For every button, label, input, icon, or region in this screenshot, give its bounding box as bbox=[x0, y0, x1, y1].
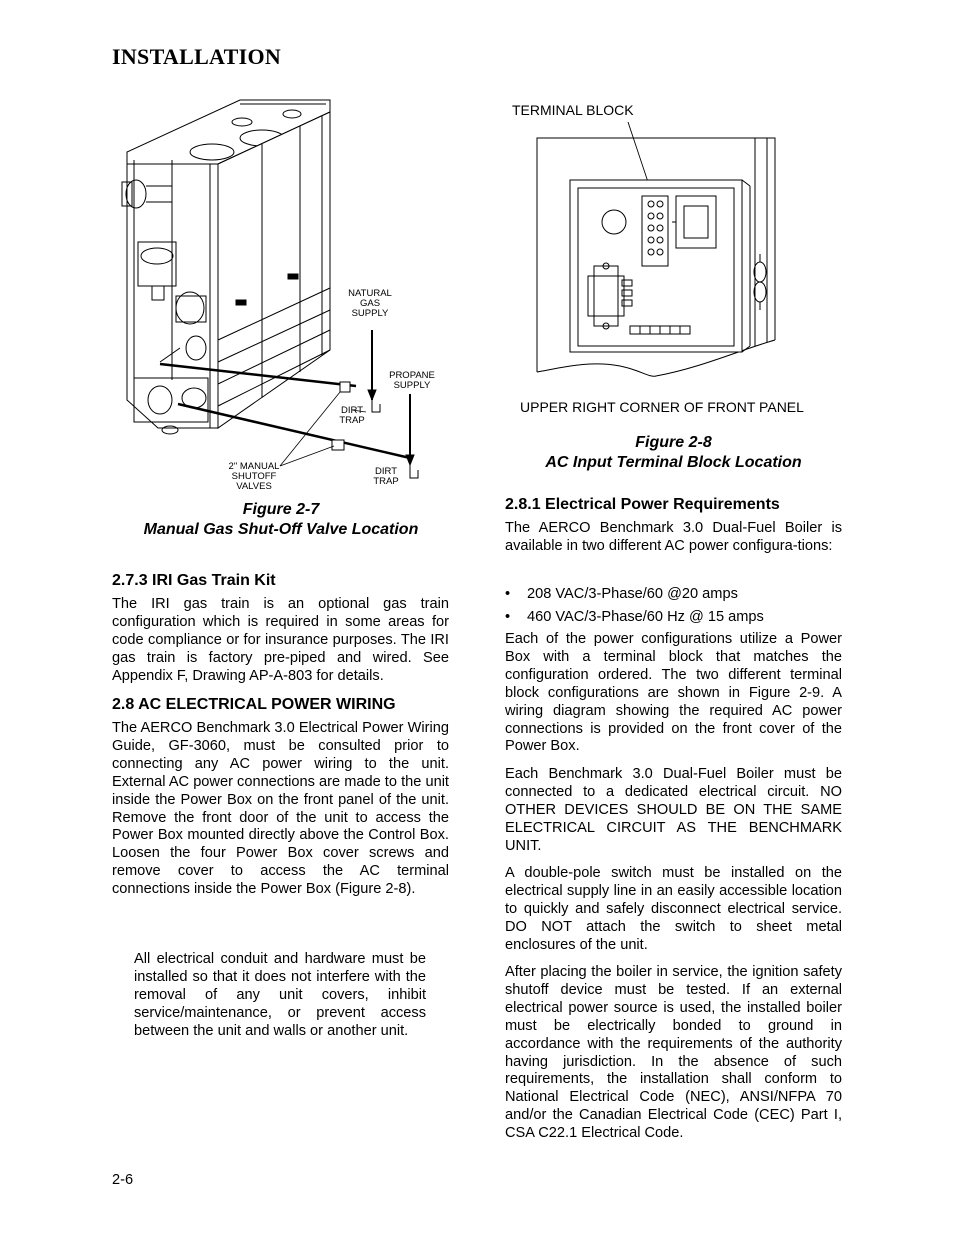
list-item: • 460 VAC/3-Phase/60 Hz @ 15 amps bbox=[505, 608, 842, 626]
dirt-trap-label-2: DIRT TRAP bbox=[373, 466, 399, 487]
propane-supply-label: PROPANE SUPPLY bbox=[389, 370, 435, 391]
section-2-8-heading: 2.8 AC ELECTRICAL POWER WIRING bbox=[112, 696, 396, 713]
section-2-8-text: The AERCO Benchmark 3.0 Electrical Power Wiring Guide, GF-3060, must be consulted prior to connecting any AC power wiring to the unit. External AC power connections are made to the unit inside the Power Box on the front panel of the unit. Remove the front door of the unit to access the Power Box mounted directly above the Control Box. Loosen the four Power Box cover screws and remove cover to access the AC terminal connections inside the Power Box (Figure 2-8). bbox=[112, 720, 449, 898]
figure-title: Manual Gas Shut-Off Valve Location bbox=[143, 521, 419, 538]
figure-number: Figure 2-7 bbox=[242, 501, 320, 518]
power-config-list bbox=[505, 585, 842, 631]
upper-right-corner-label: UPPER RIGHT CORNER OF FRONT PANEL bbox=[520, 399, 804, 415]
manual-shutoff-valves-label: 2" MANUAL SHUTOFF VALVES bbox=[228, 461, 280, 492]
figure-title: AC Input Terminal Block Location bbox=[545, 454, 802, 471]
section-2-8-1-paragraph-1: Each of the power configurations utilize a Power Box with a terminal block that matches the configuration ordered. The two different terminal block configurations are shown in Figure 2-9. A wiring diagram showing the required AC power connections is provided on the front cover of the Power Box. bbox=[505, 631, 842, 755]
terminal-block-label: TERMINAL BLOCK bbox=[512, 102, 634, 118]
dirt-trap-label-1: DIRT TRAP bbox=[339, 405, 365, 426]
section-2-8-1-paragraph-2: Each Benchmark 3.0 Dual-Fuel Boiler must be connected to a dedicated electrical circuit. NO OTHER DEVICES SHOULD BE ON THE SAME ELECTRICAL CIRCUIT AS THE BENCHMARK UNIT. bbox=[505, 766, 842, 854]
section-header: INSTALLATION bbox=[112, 44, 282, 69]
page-number: 2-6 bbox=[112, 1172, 134, 1188]
electrical-note: All electrical conduit and hardware must be installed so that it does not interfere with the removal of any unit covers, inhibit service/maintenance, or prevent access between the unit and walls or another unit. bbox=[134, 951, 426, 1039]
section-2-8-1-paragraph-3: A double-pole switch must be installed on the electrical supply line in an easily accessible location to quickly and safely disconnect electrical service. DO NOT attach the switch to sheet metal enclosures of the unit. bbox=[505, 865, 842, 953]
figure-2-7-caption bbox=[112, 500, 450, 540]
terminal-block-diagram bbox=[0, 0, 954, 400]
section-2-7-3-heading: 2.7.3 IRI Gas Train Kit bbox=[112, 572, 276, 589]
figure-number: Figure 2-8 bbox=[635, 434, 712, 451]
section-2-8-1-paragraph-4: After placing the boiler in service, the ignition safety shutoff device must be tested. If an external electrical power source is used, the installed boiler must be electrically bonded to ground in accordance with the requirements of the authority having jurisdiction. In the absence of such requirements, the installation shall conform to National Electrical Code (NEC), ANSI/NFPA 70 and/or the Canadian Electrical Code (CEC) Part I, CSA C22.1 Electrical Code. bbox=[505, 964, 842, 1142]
section-2-8-1-intro: The AERCO Benchmark 3.0 Dual-Fuel Boiler is available in two different AC power configura-tions: bbox=[505, 520, 842, 554]
section-2-8-1-heading: 2.8.1 Electrical Power Requirements bbox=[505, 496, 780, 513]
natural-gas-supply-label: NATURAL GAS SUPPLY bbox=[348, 288, 392, 319]
section-2-7-3-text: The IRI gas train is an optional gas train configuration which is required in some areas for code compliance or for insurance purposes. The IRI gas train is factory pre-piped and wired. See Appendix F, Drawing AP-A-803 for details. bbox=[112, 596, 449, 684]
figure-2-8-caption bbox=[505, 433, 842, 473]
list-item: • 208 VAC/3-Phase/60 @20 amps bbox=[505, 585, 842, 603]
